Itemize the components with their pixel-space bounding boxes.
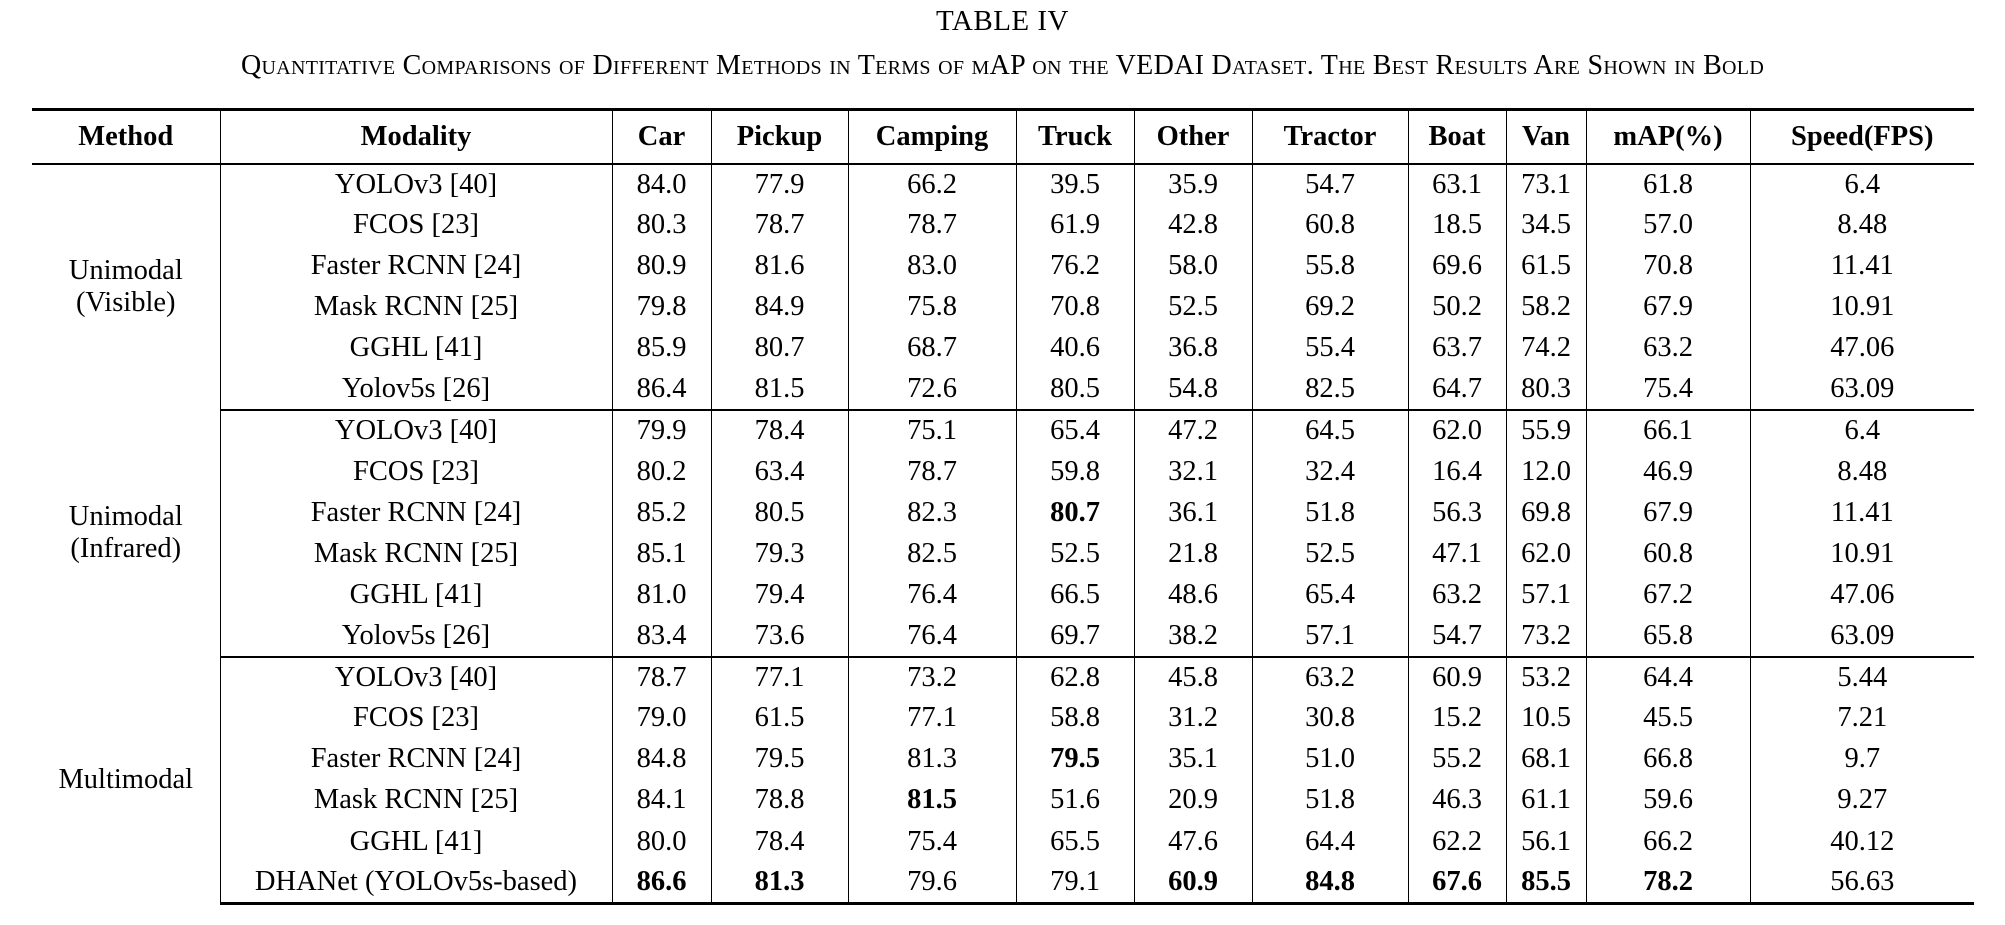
table-row: [32, 369, 1974, 410]
value-cell: 47.06: [1830, 578, 1895, 610]
value-cell: 74.2: [1506, 328, 1586, 369]
table-row: [32, 328, 1974, 369]
value-cell: 46.3: [1408, 780, 1506, 821]
value-cell: 60.8: [1586, 533, 1750, 574]
value-cell: 50.2: [1408, 287, 1506, 328]
value-cell: 16.4: [1408, 451, 1506, 492]
value-cell: 69.2: [1252, 287, 1408, 328]
value-cell: 85.5: [1506, 862, 1586, 903]
value-cell: 70.8: [1016, 287, 1134, 328]
value-cell: 7.21: [1837, 702, 1888, 734]
value-cell: 73.1: [1506, 164, 1586, 205]
value-cell: 64.7: [1408, 369, 1506, 410]
value-cell: 65.8: [1586, 616, 1750, 657]
value-cell: 61.9: [1016, 205, 1134, 246]
table-row: [32, 698, 1974, 739]
value-cell: 67.9: [1586, 492, 1750, 533]
value-cell: 51.8: [1252, 492, 1408, 533]
value-cell: 62.8: [1016, 657, 1134, 698]
value-cell: 70.8: [1586, 246, 1750, 287]
value-cell: 66.1: [1586, 410, 1750, 451]
value-cell: 73.6: [711, 616, 848, 657]
value-cell: 56.1: [1506, 821, 1586, 862]
value-cell: 78.2: [1586, 862, 1750, 903]
value-cell: 63.2: [1586, 328, 1750, 369]
value-cell: 78.7: [848, 451, 1016, 492]
modality-cell: GGHL [41]: [220, 574, 612, 615]
modality-cell: YOLOv3 [40]: [220, 410, 612, 451]
table-row: [32, 574, 1974, 615]
value-cell: 85.9: [612, 328, 711, 369]
value-cell: 6.4: [1844, 168, 1881, 200]
value-cell: 66.8: [1586, 739, 1750, 780]
value-cell: 55.8: [1252, 246, 1408, 287]
value-cell: 81.5: [848, 780, 1016, 821]
value-cell: 80.9: [612, 246, 711, 287]
value-cell: 65.4: [1016, 410, 1134, 451]
value-cell: 12.0: [1506, 451, 1586, 492]
value-cell: 84.8: [612, 739, 711, 780]
value-cell: 56.3: [1408, 492, 1506, 533]
value-cell: 8.48: [1837, 209, 1888, 241]
table-row: [32, 164, 1974, 205]
value-cell: 85.2: [612, 492, 711, 533]
value-cell: 51.0: [1252, 739, 1408, 780]
value-cell: 42.8: [1134, 205, 1252, 246]
value-cell: 81.3: [848, 739, 1016, 780]
value-cell: 54.7: [1252, 164, 1408, 205]
value-cell: 79.5: [711, 739, 848, 780]
table-label: TABLE IV: [936, 5, 1069, 37]
value-cell: 64.4: [1586, 657, 1750, 698]
value-cell: 40.6: [1016, 328, 1134, 369]
value-cell: 69.7: [1016, 616, 1134, 657]
value-cell: 79.0: [612, 698, 711, 739]
value-cell: 10.91: [1830, 291, 1895, 323]
value-cell: 76.2: [1016, 246, 1134, 287]
value-cell: 35.1: [1134, 739, 1252, 780]
method-group-cell: [32, 657, 220, 904]
modality-cell: FCOS [23]: [220, 205, 612, 246]
value-cell: 80.3: [612, 205, 711, 246]
modality-cell: Faster RCNN [24]: [220, 739, 612, 780]
value-cell: 52.5: [1016, 533, 1134, 574]
value-cell: 69.6: [1408, 246, 1506, 287]
value-cell: 84.9: [711, 287, 848, 328]
value-cell: 66.2: [1586, 821, 1750, 862]
value-cell: 63.09: [1750, 616, 1974, 657]
value-cell: 63.1: [1408, 164, 1506, 205]
value-cell: 78.4: [711, 821, 848, 862]
value-cell: 65.5: [1016, 821, 1134, 862]
value-cell: 75.4: [848, 821, 1016, 862]
value-cell: 18.5: [1408, 205, 1506, 246]
modality-cell: YOLOv3 [40]: [220, 164, 612, 205]
value-cell: 61.5: [1506, 246, 1586, 287]
column-header: Pickup: [711, 110, 848, 164]
value-cell: 67.2: [1586, 574, 1750, 615]
value-cell: 11.41: [1830, 496, 1894, 528]
value-cell: 56.63: [1750, 862, 1974, 903]
value-cell: 35.9: [1134, 164, 1252, 205]
modality-cell: YOLOv3 [40]: [220, 657, 612, 698]
value-cell: 54.7: [1408, 616, 1506, 657]
table-row: [32, 862, 1974, 903]
value-cell: 86.4: [612, 369, 711, 410]
table-row: [32, 410, 1974, 451]
value-cell: 47.2: [1134, 410, 1252, 451]
value-cell: 62.2: [1408, 821, 1506, 862]
value-cell: 72.6: [848, 369, 1016, 410]
column-header: Other: [1134, 110, 1252, 164]
value-cell: 78.7: [848, 205, 1016, 246]
value-cell: 75.1: [848, 410, 1016, 451]
modality-cell: FCOS [23]: [220, 698, 612, 739]
value-cell: 15.2: [1408, 698, 1506, 739]
header-row: [32, 110, 1974, 164]
value-cell: 34.5: [1506, 205, 1586, 246]
table-row: [32, 533, 1974, 574]
table-row: [32, 739, 1974, 780]
value-cell: 10.5: [1506, 698, 1586, 739]
value-cell: 32.1: [1134, 451, 1252, 492]
value-cell: 57.1: [1252, 616, 1408, 657]
value-cell: 79.4: [711, 574, 848, 615]
value-cell: 79.1: [1016, 862, 1134, 903]
value-cell: 86.6: [612, 862, 711, 903]
value-cell: 64.4: [1252, 821, 1408, 862]
value-cell: 75.8: [848, 287, 1016, 328]
value-cell: 52.5: [1252, 533, 1408, 574]
value-cell: 60.9: [1408, 657, 1506, 698]
value-cell: 32.4: [1252, 451, 1408, 492]
value-cell: 77.1: [711, 657, 848, 698]
method-group-cell: [32, 410, 220, 657]
value-cell: 61.5: [711, 698, 848, 739]
value-cell: 76.4: [848, 616, 1016, 657]
value-cell: 54.8: [1134, 369, 1252, 410]
value-cell: 80.2: [612, 451, 711, 492]
value-cell: 79.9: [612, 410, 711, 451]
value-cell: 36.1: [1134, 492, 1252, 533]
table-body: [32, 164, 1974, 904]
value-cell: 79.8: [612, 287, 711, 328]
value-cell: 52.5: [1134, 287, 1252, 328]
column-header: Speed(FPS): [1750, 110, 1974, 164]
method-label: Unimodal: [68, 501, 183, 533]
value-cell: 11.41: [1830, 250, 1894, 282]
value-cell: 63.4: [711, 451, 848, 492]
value-cell: 36.8: [1134, 328, 1252, 369]
value-cell: 55.9: [1506, 410, 1586, 451]
value-cell: 67.9: [1586, 287, 1750, 328]
value-cell: 83.4: [612, 616, 711, 657]
column-header: Van: [1506, 110, 1586, 164]
value-cell: 39.5: [1016, 164, 1134, 205]
column-header: Truck: [1016, 110, 1134, 164]
value-cell: 77.9: [711, 164, 848, 205]
value-cell: 58.2: [1506, 287, 1586, 328]
value-cell: 63.2: [1408, 574, 1506, 615]
value-cell: 82.3: [848, 492, 1016, 533]
value-cell: 55.2: [1408, 739, 1506, 780]
results-table: [32, 108, 1974, 905]
value-cell: 78.7: [612, 657, 711, 698]
value-cell: 80.0: [612, 821, 711, 862]
value-cell: 82.5: [1252, 369, 1408, 410]
table-row: [32, 246, 1974, 287]
value-cell: 31.2: [1134, 698, 1252, 739]
method-group-cell: [32, 164, 220, 411]
value-cell: 59.6: [1586, 780, 1750, 821]
value-cell: 61.1: [1506, 780, 1586, 821]
value-cell: 80.7: [1016, 492, 1134, 533]
table-row: [32, 287, 1974, 328]
value-cell: 73.2: [1506, 616, 1586, 657]
value-cell: 46.9: [1586, 451, 1750, 492]
modality-cell: Mask RCNN [25]: [220, 533, 612, 574]
modality-cell: Mask RCNN [25]: [220, 780, 612, 821]
value-cell: 38.2: [1134, 616, 1252, 657]
table-row: [32, 205, 1974, 246]
value-cell: 57.0: [1586, 205, 1750, 246]
value-cell: 84.0: [612, 164, 711, 205]
value-cell: 65.4: [1252, 574, 1408, 615]
value-cell: 68.7: [848, 328, 1016, 369]
column-header: Method: [32, 110, 220, 164]
value-cell: 73.2: [848, 657, 1016, 698]
value-cell: 67.6: [1408, 862, 1506, 903]
value-cell: 51.8: [1252, 780, 1408, 821]
value-cell: 64.5: [1252, 410, 1408, 451]
value-cell: 80.3: [1506, 369, 1586, 410]
value-cell: 84.8: [1252, 862, 1408, 903]
value-cell: 47.6: [1134, 821, 1252, 862]
value-cell: 9.7: [1844, 743, 1881, 775]
value-cell: 84.1: [612, 780, 711, 821]
value-cell: 79.6: [848, 862, 1016, 903]
value-cell: 78.7: [711, 205, 848, 246]
value-cell: 81.5: [711, 369, 848, 410]
method-label: Unimodal: [68, 255, 183, 287]
column-header: Boat: [1408, 110, 1506, 164]
value-cell: 60.9: [1134, 862, 1252, 903]
value-cell: 30.8: [1252, 698, 1408, 739]
value-cell: 10.91: [1830, 537, 1895, 569]
value-cell: 45.5: [1586, 698, 1750, 739]
modality-cell: Yolov5s [26]: [220, 616, 612, 657]
value-cell: 79.5: [1016, 739, 1134, 780]
value-cell: 63.09: [1750, 369, 1974, 410]
value-cell: 68.1: [1506, 739, 1586, 780]
value-cell: 75.4: [1586, 369, 1750, 410]
value-cell: 63.7: [1408, 328, 1506, 369]
value-cell: 62.0: [1408, 410, 1506, 451]
method-label: Multimodal: [58, 763, 194, 795]
value-cell: 45.8: [1134, 657, 1252, 698]
value-cell: 20.9: [1134, 780, 1252, 821]
modality-cell: FCOS [23]: [220, 451, 612, 492]
modality-cell: Faster RCNN [24]: [220, 492, 612, 533]
modality-cell: Faster RCNN [24]: [220, 246, 612, 287]
value-cell: 40.12: [1830, 825, 1895, 857]
column-header: Tractor: [1252, 110, 1408, 164]
modality-cell: Yolov5s [26]: [220, 369, 612, 410]
value-cell: 47.06: [1830, 332, 1895, 364]
value-cell: 58.8: [1016, 698, 1134, 739]
value-cell: 9.27: [1837, 784, 1888, 816]
table-row: [32, 492, 1974, 533]
value-cell: 48.6: [1134, 574, 1252, 615]
value-cell: 82.5: [848, 533, 1016, 574]
value-cell: 60.8: [1252, 205, 1408, 246]
method-label: (Infrared): [70, 533, 182, 565]
value-cell: 63.2: [1252, 657, 1408, 698]
value-cell: 21.8: [1134, 533, 1252, 574]
value-cell: 51.6: [1016, 780, 1134, 821]
value-cell: 55.4: [1252, 328, 1408, 369]
column-header: Camping: [848, 110, 1016, 164]
method-label: (Visible): [75, 287, 176, 319]
value-cell: 78.8: [711, 780, 848, 821]
value-cell: 77.1: [848, 698, 1016, 739]
table-row: [32, 821, 1974, 862]
value-cell: 78.4: [711, 410, 848, 451]
value-cell: 66.2: [848, 164, 1016, 205]
table-row: [32, 451, 1974, 492]
value-cell: 59.8: [1016, 451, 1134, 492]
value-cell: 6.4: [1844, 415, 1881, 447]
value-cell: 66.5: [1016, 574, 1134, 615]
value-cell: 53.2: [1506, 657, 1586, 698]
modality-cell: GGHL [41]: [220, 328, 612, 369]
value-cell: 81.3: [711, 862, 848, 903]
modality-cell: DHANet (YOLOv5s-based): [220, 862, 612, 903]
value-cell: 80.5: [1016, 369, 1134, 410]
value-cell: 8.48: [1837, 455, 1888, 487]
value-cell: 79.3: [711, 533, 848, 574]
value-cell: 83.0: [848, 246, 1016, 287]
column-header: Car: [612, 110, 711, 164]
value-cell: 76.4: [848, 574, 1016, 615]
value-cell: 57.1: [1506, 574, 1586, 615]
value-cell: 47.1: [1408, 533, 1506, 574]
value-cell: 81.6: [711, 246, 848, 287]
modality-cell: GGHL [41]: [220, 821, 612, 862]
value-cell: 5.44: [1837, 661, 1888, 693]
value-cell: 85.1: [612, 533, 711, 574]
value-cell: 80.5: [711, 492, 848, 533]
value-cell: 80.7: [711, 328, 848, 369]
value-cell: 62.0: [1506, 533, 1586, 574]
value-cell: 61.8: [1586, 164, 1750, 205]
table-row: [32, 657, 1974, 698]
value-cell: 69.8: [1506, 492, 1586, 533]
column-header: mAP(%): [1586, 110, 1750, 164]
table-row: [32, 780, 1974, 821]
value-cell: 58.0: [1134, 246, 1252, 287]
value-cell: 81.0: [612, 574, 711, 615]
table-caption: Quantitative Comparisons of Different Methods in Terms of mAP on the VEDAI Dataset. The Best Results Are Shown in Bold: [240, 50, 1765, 81]
modality-cell: Mask RCNN [25]: [220, 287, 612, 328]
column-header: Modality: [220, 110, 612, 164]
table-row: [32, 616, 1974, 657]
